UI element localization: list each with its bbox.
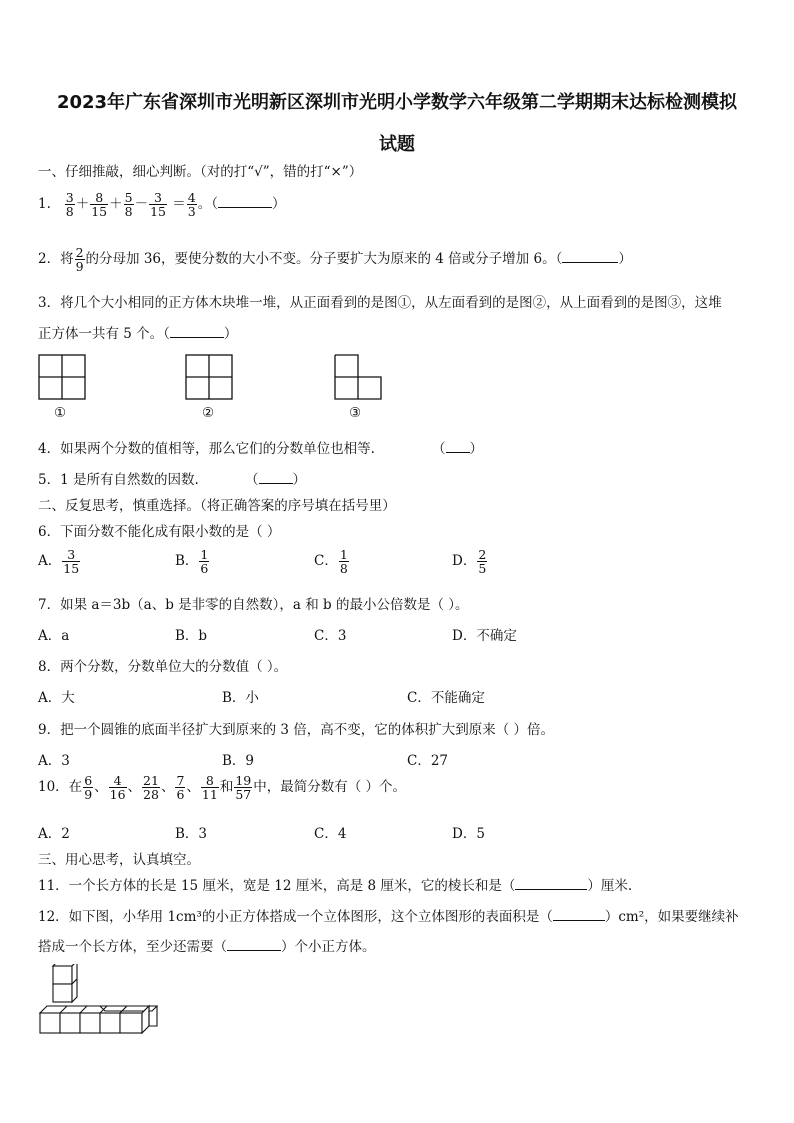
q6-option-d[interactable]: D． $\frac{2}{5}$: [452, 547, 487, 577]
q12-text-4: ）个小正方体。: [281, 939, 376, 955]
section-3-heading: 三、用心思考，认真填空。: [38, 852, 200, 868]
question-4: 4．如果两个分数的值相等，那么它们的分数单位也相等.: [38, 441, 375, 457]
question-8: 8．两个分数，分数单位大的分数值（ ）。: [38, 659, 288, 675]
q2-text: 的分母加 36，要使分数的大小不变。分子要扩大为原来的 4 倍或分子增加 6。（: [85, 251, 563, 268]
q10-option-d[interactable]: D．5: [452, 826, 485, 842]
q1-op-plus: ＋: [75, 196, 90, 213]
q10-option-b[interactable]: B．3: [175, 826, 208, 842]
q10-option-a[interactable]: A．2: [38, 826, 70, 842]
figure-1-front-view: [38, 354, 86, 400]
q2-fraction: $\frac{2}{9}$: [75, 245, 84, 275]
q2-answer-blank[interactable]: [562, 251, 618, 263]
q1-op-plus-2: ＋: [109, 196, 123, 213]
q10-text: 中，最简分数有（ ）个。: [253, 779, 407, 796]
q9-option-c[interactable]: C．27: [407, 753, 449, 769]
q7-option-b[interactable]: B．b: [175, 628, 208, 644]
q6-option-a[interactable]: A． $\frac{3}{15}$: [38, 547, 80, 577]
question-7: 7．如果 a＝3b（a、b 是非零的自然数），a 和 b 的最小公倍数是（ ）。: [38, 597, 469, 613]
q1-paren-close: ）: [271, 196, 286, 213]
q5-answer: [245, 468, 306, 488]
q1-number: 1.: [38, 196, 51, 213]
q5-paren-close: ）: [292, 472, 306, 488]
question-10: 10．在 $\frac{6}{9}$ 、 $\frac{4}{16}$ 、 $\frac{21}{28}$ 、 $\frac{7}{6}$ 、 $\frac{8}{11}$ 和 $\frac{19}{57}$ 中，最简分数有（ ）个。: [38, 773, 407, 803]
figure-3-top-view: [334, 354, 382, 400]
q4-paren-close: ）: [469, 441, 483, 457]
cube-stack-figure: [38, 964, 160, 1038]
q2-prefix: 2．将: [38, 251, 74, 268]
q1-answer-blank[interactable]: [218, 196, 272, 208]
q5-paren-open: （: [245, 472, 259, 488]
q10-option-c[interactable]: C．4: [314, 826, 347, 842]
q6-option-b[interactable]: B． $\frac{1}{6}$: [175, 547, 209, 577]
figure-2-left-view: [185, 354, 233, 400]
q6-option-c[interactable]: C． $\frac{1}{8}$: [314, 547, 348, 577]
question-3-line2: [38, 322, 237, 342]
q7-option-d[interactable]: D．不确定: [452, 628, 517, 644]
question-9: 9．把一个圆锥的底面半径扩大到原来的 3 倍，高不变，它的体积扩大到原来（ ）倍。: [38, 722, 555, 738]
q10-prefix: 10．在: [38, 779, 83, 796]
q1-fraction-4: $\frac{3}{15}$: [150, 190, 166, 220]
section-2-heading: 二、反复思考，慎重选择。（将正确答案的序号填在括号里）: [38, 498, 396, 514]
q8-option-b[interactable]: B．小: [222, 690, 259, 706]
q12-answer-blank-1[interactable]: [553, 909, 605, 921]
q3-text: 正方体一共有 5 个。（: [38, 326, 170, 342]
q7-option-a[interactable]: A．a: [38, 628, 70, 644]
q1-op-minus: －: [134, 196, 149, 213]
q4-paren-open: （: [432, 441, 446, 457]
q4-answer-blank[interactable]: [446, 441, 470, 453]
q8-option-a[interactable]: A．大: [38, 690, 75, 706]
question-2: [38, 246, 632, 273]
q10-fraction-2: $\frac{4}{16}$: [109, 773, 126, 803]
q1-fraction-1: $\frac{3}{8}$: [65, 190, 74, 220]
q12-text-3: 搭成一个长方体，至少还需要（: [38, 939, 227, 955]
q12-text-1: 12．如下图，小华用 1cm³的小正方体搭成一个立体图形，这个立体图形的表面积是（: [38, 909, 553, 925]
q11-text: 11．一个长方体的长是 15 厘米，宽是 12 厘米，高是 8 厘米，它的棱长和是（: [38, 878, 516, 894]
q2-paren-close: ）: [618, 251, 632, 268]
question-3-line1: 3．将几个大小相同的正方体木块堆一堆，从正面看到的是图①，从左面看到的是图②，从上面看到的是图③，这堆: [38, 295, 722, 311]
q10-fraction-3: $\frac{21}{28}$: [143, 773, 159, 803]
question-12-line2: [38, 935, 376, 955]
figure-2-label: ②: [202, 405, 215, 421]
q10-fraction-5: $\frac{8}{11}$: [201, 773, 218, 803]
q10-fraction-1: $\frac{6}{9}$: [84, 773, 93, 803]
q3-paren-close: ）: [223, 326, 238, 342]
page-title: 2023年广东省深圳市光明新区深圳市光明小学数学六年级第二学期期末达标检测模拟: [56, 92, 738, 113]
question-12-line1: [38, 905, 739, 925]
q1-fraction-3: $\frac{5}{8}$: [124, 190, 133, 220]
q1-fraction-2: $\frac{8}{15}$: [91, 190, 108, 220]
q10-fraction-6: $\frac{19}{57}$: [235, 773, 252, 803]
question-1: [38, 191, 285, 218]
q4-answer: [432, 437, 483, 457]
question-5: 5．1 是所有自然数的因数.: [38, 472, 199, 488]
q12-answer-blank-2[interactable]: [227, 939, 281, 951]
question-6: 6．下面分数不能化成有限小数的是（ ）: [38, 524, 281, 540]
q7-option-c[interactable]: C．3: [314, 628, 347, 644]
q12-text-2: ）cm²，如果要继续补: [604, 909, 739, 925]
q1-fraction-5: $\frac{4}{3}$: [187, 190, 196, 220]
page-title-line2: 试题: [379, 134, 415, 155]
section-1-heading: 一、仔细推敲，细心判断。（对的打“√”，错的打“×”）: [38, 164, 363, 180]
q11-unit: ）厘米.: [587, 878, 633, 894]
q10-fraction-4: $\frac{7}{6}$: [176, 773, 185, 803]
q9-option-b[interactable]: B．9: [222, 753, 255, 769]
q8-option-c[interactable]: C．不能确定: [407, 690, 485, 706]
figure-1-label: ①: [54, 405, 67, 421]
figure-3-label: ③: [349, 405, 362, 421]
q11-answer-blank[interactable]: [515, 878, 587, 890]
q9-option-a[interactable]: A．3: [38, 753, 70, 769]
question-11: [38, 874, 632, 894]
q1-paren-open: 。（: [197, 196, 218, 213]
q5-answer-blank[interactable]: [259, 472, 293, 484]
q3-answer-blank[interactable]: [170, 326, 224, 338]
q1-op-equals: ＝: [172, 196, 186, 213]
